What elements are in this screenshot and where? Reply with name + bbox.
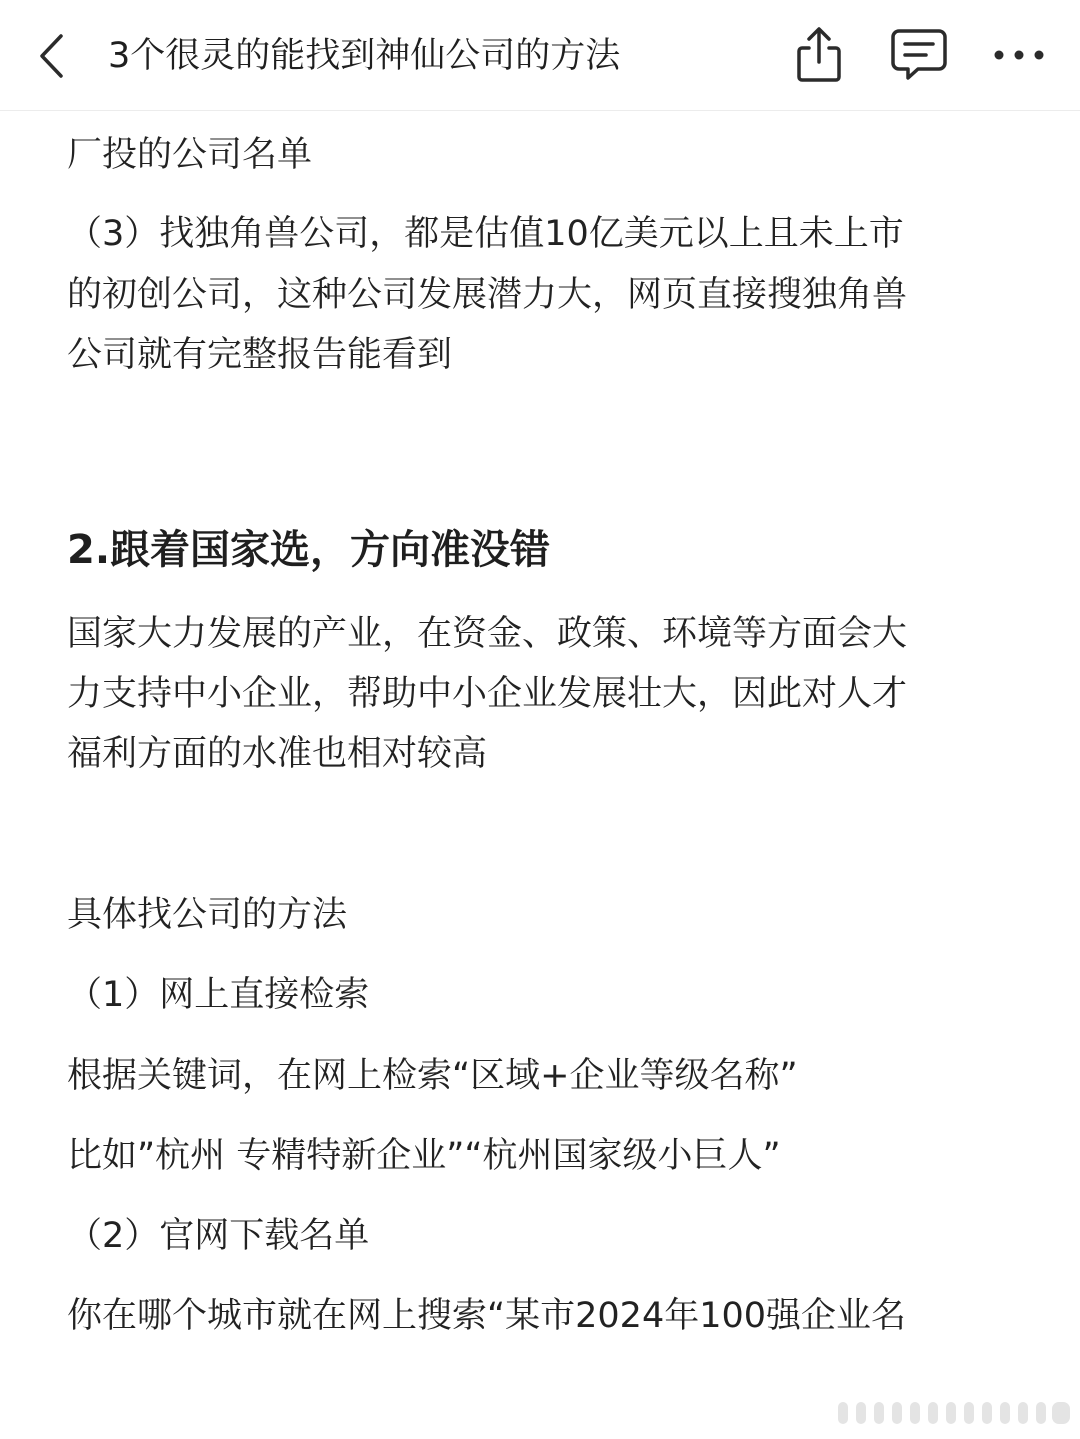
paragraph-line: 厂投的公司名单 <box>67 135 313 175</box>
list-item-1: （1）网上直接检索 <box>67 975 370 1015</box>
paragraph-line: 你在哪个城市就在网上搜索“某市2024年100强企业名 <box>67 1296 907 1336</box>
subsection-label: 具体找公司的方法 <box>67 895 348 935</box>
paragraph-line: 福利方面的水准也相对较高 <box>67 734 488 774</box>
paragraph-line: 公司就有完整报告能看到 <box>67 335 453 375</box>
share-icon <box>792 26 846 84</box>
paragraph-line: 比如”杭州 专精特新企业”“杭州国家级小巨人” <box>67 1136 781 1176</box>
back-button[interactable] <box>28 30 76 82</box>
paragraph-line: 的初创公司，这种公司发展潜力大，网页直接搜独角兽 <box>67 275 908 315</box>
paragraph-line: 国家大力发展的产业，在资金、政策、环境等方面会大 <box>67 614 908 654</box>
section-heading: 2.跟着国家选，方向准没错 <box>67 527 551 573</box>
paragraph-line: 根据关键词，在网上检索“区域+企业等级名称” <box>67 1056 798 1096</box>
watermark-icon <box>838 1400 1070 1426</box>
more-icon <box>991 47 1047 63</box>
page-title: 3个很灵的能找到神仙公司的方法 <box>108 36 621 76</box>
share-button[interactable] <box>790 26 848 84</box>
paragraph-line: 力支持中小企业，帮助中小企业发展壮大，因此对人才 <box>67 674 908 714</box>
more-button[interactable] <box>990 26 1048 84</box>
list-item-3: （3）找独角兽公司，都是估值10亿美元以上且未上市 <box>67 214 904 254</box>
watermark <box>838 1400 1070 1426</box>
comment-icon <box>890 27 948 83</box>
comment-button[interactable] <box>890 26 948 84</box>
chevron-left-icon <box>37 33 67 79</box>
list-item-2: （2）官网下载名单 <box>67 1216 370 1256</box>
top-nav-bar <box>0 0 1080 111</box>
